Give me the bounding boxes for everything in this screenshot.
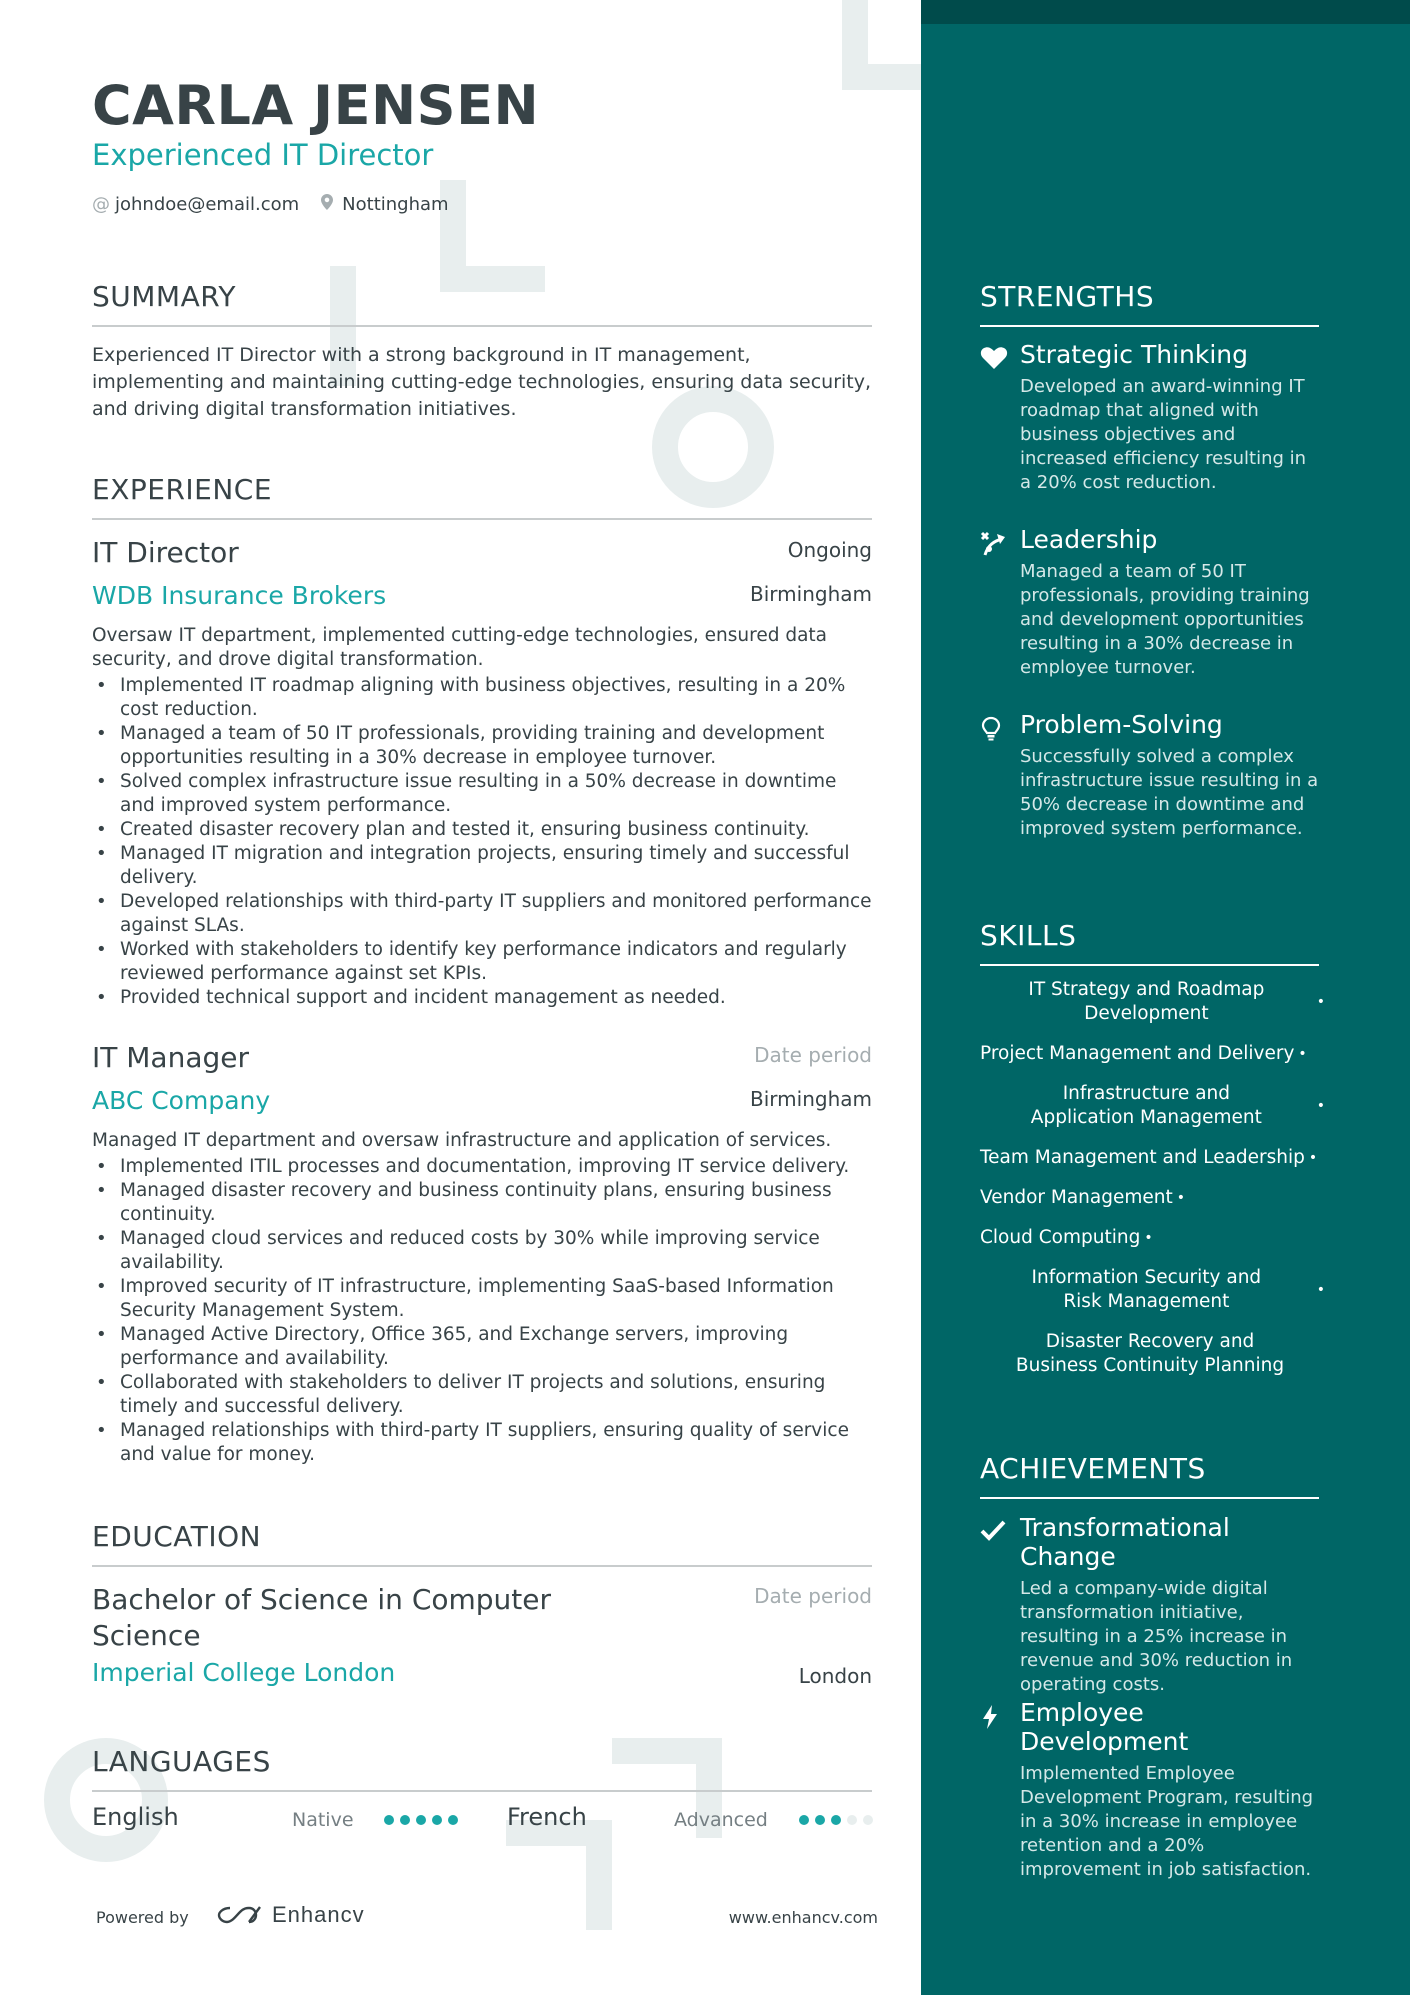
job-date: Ongoing bbox=[787, 538, 872, 562]
contact-row bbox=[92, 194, 449, 215]
skill-text: Cloud Computing bbox=[980, 1227, 1141, 1248]
skill-separator: • bbox=[1316, 994, 1325, 1010]
proficiency-dot-filled bbox=[799, 1815, 809, 1825]
strategy-icon bbox=[980, 531, 1010, 557]
list-item: • Implemented ITIL processes and documentation, improving IT service delivery. bbox=[92, 1155, 872, 1179]
job-description: Oversaw IT department, implemented cutting-edge technologies, ensured data security, and drove digital transformation. bbox=[92, 625, 828, 670]
language-name: French bbox=[507, 1803, 587, 1831]
candidate-title: Experienced IT Director bbox=[92, 138, 434, 172]
job-bullets bbox=[92, 1155, 872, 1467]
list-item: • Managed cloud services and reduced costs by 30% while improving service availability. bbox=[92, 1227, 872, 1275]
heart-icon bbox=[980, 346, 1010, 372]
company-name: ABC Company bbox=[92, 1086, 271, 1115]
skill-item bbox=[980, 1082, 1325, 1130]
achievements-heading: ACHIEVEMENTS bbox=[980, 1452, 1319, 1499]
proficiency-dot-filled bbox=[831, 1815, 841, 1825]
list-item: • Provided technical support and incident management as needed. bbox=[92, 986, 872, 1010]
skill-separator: • bbox=[1176, 1190, 1186, 1206]
proficiency-dot-filled bbox=[416, 1815, 426, 1825]
job-location: Birmingham bbox=[750, 1087, 872, 1111]
achievement-item bbox=[980, 1698, 1319, 1882]
strength-text: Managed a team of 50 IT professionals, providing training and development opportunities resulting in a 30% decrease in employee turnover. bbox=[1020, 561, 1310, 678]
proficiency-dot-empty bbox=[863, 1815, 873, 1825]
skill-item bbox=[980, 1226, 1325, 1250]
list-item: • Collaborated with stakeholders to deliver IT projects and solutions, ensuring timely and successful delivery. bbox=[92, 1371, 872, 1419]
language-level: Native bbox=[292, 1809, 354, 1831]
achievement-text: Implemented Employee Development Program, resulting in a 30% increase in employee retention and a 20% improvement in job satisfaction. bbox=[1020, 1763, 1314, 1880]
job-title: IT Manager bbox=[92, 1041, 249, 1074]
strength-title: Problem-Solving bbox=[1020, 710, 1223, 739]
strength-item bbox=[980, 525, 1319, 680]
list-item: • Managed relationships with third-party IT suppliers, ensuring quality of service and value for money. bbox=[92, 1419, 872, 1467]
enhancv-logo-icon bbox=[216, 1904, 264, 1926]
lightbulb-icon bbox=[980, 716, 1010, 742]
skill-separator: • bbox=[1316, 1282, 1325, 1298]
skill-text: Disaster Recovery and Business Continuity Planning bbox=[1015, 1331, 1285, 1376]
achievement-text: Led a company-wide digital transformation initiative, resulting in a 25% increase in revenue and 30% reduction in operating costs. bbox=[1020, 1578, 1293, 1695]
school-name: Imperial College London bbox=[92, 1658, 396, 1687]
language-proficiency bbox=[799, 1815, 879, 1825]
strength-item bbox=[980, 710, 1319, 841]
summary-text: Experienced IT Director with a strong background in IT management, implementing and maintaining cutting-edge technologies, ensuring data security, and driving digital transformation initiatives. bbox=[92, 344, 872, 420]
skill-item bbox=[980, 1330, 1325, 1378]
proficiency-dot-filled bbox=[815, 1815, 825, 1825]
list-item: • Created disaster recovery plan and tested it, ensuring business continuity. bbox=[92, 818, 872, 842]
check-icon bbox=[980, 1519, 1010, 1545]
strength-title: Leadership bbox=[1020, 525, 1158, 554]
language-proficiency bbox=[384, 1815, 464, 1825]
experience-entry bbox=[92, 536, 872, 1010]
list-item: • Managed a team of 50 IT professionals, providing training and development opportunities resulting in a 30% decrease in employee turnover. bbox=[92, 722, 872, 770]
company-name: WDB Insurance Brokers bbox=[92, 581, 387, 610]
skill-text: Infrastructure and Application Management bbox=[1030, 1083, 1262, 1128]
strength-title: Strategic Thinking bbox=[1020, 340, 1249, 369]
list-item: • Implemented IT roadmap aligning with business objectives, resulting in a 20% cost reduction. bbox=[92, 674, 872, 722]
achievement-title: Transformational Change bbox=[1020, 1513, 1230, 1571]
achievement-item bbox=[980, 1513, 1319, 1697]
proficiency-dot-filled bbox=[448, 1815, 458, 1825]
location-text: Nottingham bbox=[342, 194, 449, 215]
list-item: • Worked with stakeholders to identify key performance indicators and regularly reviewed performance against set KPIs. bbox=[92, 938, 872, 986]
strength-text: Developed an award-winning IT roadmap that aligned with business objectives and increased efficiency resulting in a 20% cost reduction. bbox=[1020, 376, 1307, 493]
skill-separator: • bbox=[1308, 1150, 1318, 1166]
skill-item bbox=[980, 978, 1325, 1026]
skill-separator: • bbox=[1298, 1046, 1307, 1062]
decorative-shape bbox=[842, 64, 921, 90]
education-heading: EDUCATION bbox=[92, 1520, 872, 1567]
powered-by-text: Powered by bbox=[96, 1908, 189, 1927]
job-description: Managed IT department and oversaw infrastructure and application of services. bbox=[92, 1130, 832, 1151]
skill-item bbox=[980, 1042, 1325, 1066]
skill-item bbox=[980, 1146, 1325, 1170]
language-name: English bbox=[92, 1803, 179, 1831]
education-date: Date period bbox=[754, 1584, 872, 1608]
list-item: • Managed disaster recovery and business continuity plans, ensuring business continuity. bbox=[92, 1179, 872, 1227]
email-text[interactable]: johndoe@email.com bbox=[115, 194, 300, 215]
strength-text: Successfully solved a complex infrastructure issue resulting in a 50% decrease in downtime and improved system performance. bbox=[1020, 746, 1319, 839]
website-link[interactable]: www.enhancv.com bbox=[728, 1908, 878, 1927]
strengths-heading: STRENGTHS bbox=[980, 280, 1319, 327]
list-item: • Improved security of IT infrastructure, implementing SaaS-based Information Security Management System. bbox=[92, 1275, 872, 1323]
lightning-icon bbox=[980, 1704, 1010, 1730]
job-title: IT Director bbox=[92, 536, 239, 569]
sidebar-top-bar bbox=[921, 0, 1410, 24]
languages-list bbox=[92, 1803, 872, 1843]
job-location: Birmingham bbox=[750, 582, 872, 606]
list-item: • Developed relationships with third-party IT suppliers and monitored performance against SLAs. bbox=[92, 890, 872, 938]
degree-title: Bachelor of Science in Computer Science bbox=[92, 1583, 552, 1652]
proficiency-dot-filled bbox=[384, 1815, 394, 1825]
proficiency-dot-filled bbox=[432, 1815, 442, 1825]
skill-text: Team Management and Leadership bbox=[980, 1147, 1305, 1168]
list-item: • Solved complex infrastructure issue resulting in a 50% decrease in downtime and improved system performance. bbox=[92, 770, 872, 818]
languages-heading: LANGUAGES bbox=[92, 1745, 872, 1792]
footer bbox=[96, 1902, 878, 1932]
language-level: Advanced bbox=[674, 1809, 768, 1831]
brand-logo[interactable] bbox=[216, 1902, 365, 1928]
skills-list bbox=[980, 978, 1325, 1394]
job-bullets bbox=[92, 674, 872, 1010]
skill-separator: • bbox=[1144, 1230, 1153, 1246]
skill-separator: • bbox=[1316, 1098, 1325, 1114]
strength-item bbox=[980, 340, 1319, 495]
location-pin-icon bbox=[321, 194, 333, 215]
proficiency-dot-empty bbox=[847, 1815, 857, 1825]
education-entry bbox=[92, 1582, 872, 1687]
skill-text: Project Management and Delivery bbox=[980, 1043, 1295, 1064]
skills-heading: SKILLS bbox=[980, 919, 1319, 966]
candidate-name: CARLA JENSEN bbox=[92, 74, 540, 137]
summary-heading: SUMMARY bbox=[92, 280, 872, 327]
list-item: • Managed IT migration and integration projects, ensuring timely and successful delivery. bbox=[92, 842, 872, 890]
experience-heading: EXPERIENCE bbox=[92, 473, 872, 520]
skill-text: IT Strategy and Roadmap Development bbox=[1028, 979, 1265, 1024]
achievement-title: Employee Development bbox=[1020, 1698, 1189, 1756]
skill-text: Vendor Management bbox=[980, 1187, 1173, 1208]
skill-item bbox=[980, 1186, 1325, 1210]
at-icon: @ bbox=[92, 194, 110, 215]
list-item: • Managed Active Directory, Office 365, and Exchange servers, improving performance and availability. bbox=[92, 1323, 872, 1371]
brand-name: Enhancv bbox=[272, 1902, 365, 1927]
education-location: London bbox=[798, 1664, 872, 1688]
experience-entry bbox=[92, 1041, 872, 1467]
skill-text: Information Security and Risk Management bbox=[1031, 1267, 1262, 1312]
proficiency-dot-filled bbox=[400, 1815, 410, 1825]
skill-item bbox=[980, 1266, 1325, 1314]
job-date: Date period bbox=[754, 1043, 872, 1067]
